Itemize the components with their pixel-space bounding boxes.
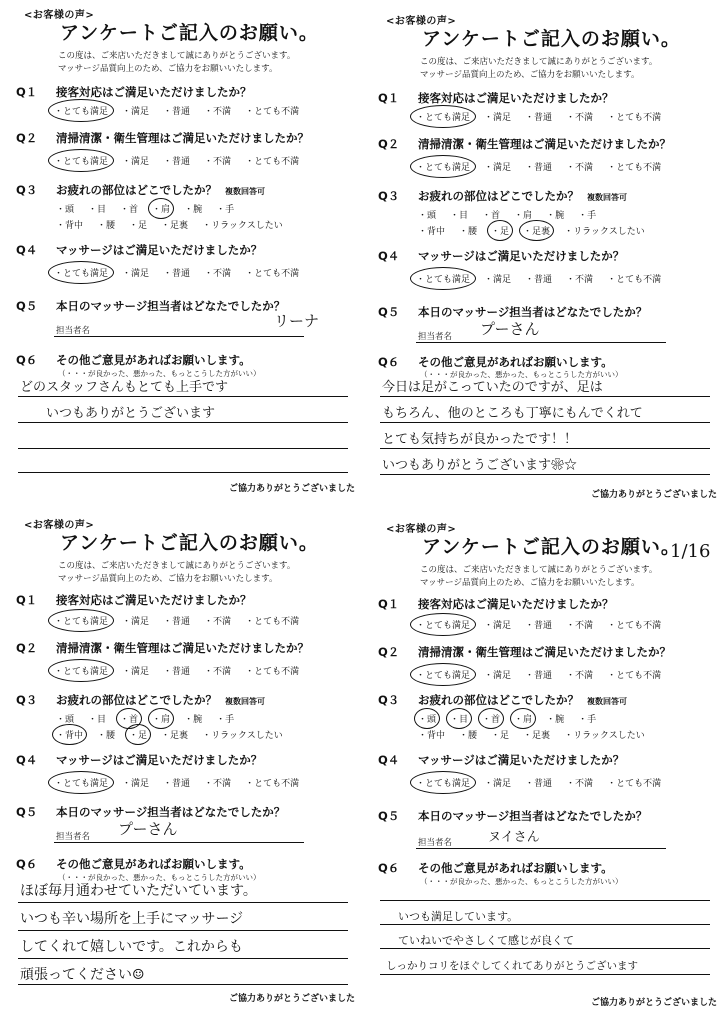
q4-options <box>54 266 313 279</box>
part-head[interactable]: ・頭 <box>418 211 437 221</box>
q4-option-normal[interactable]: ・普通 <box>525 275 553 285</box>
part-shoulder[interactable]: ・肩 <box>514 712 532 725</box>
part-waist[interactable]: ・腰 <box>97 731 116 741</box>
comment-line-3[interactable]: しっかりコリをほぐしてくれてありがとうございます <box>386 960 638 972</box>
part-waist[interactable]: ・腰 <box>97 221 116 231</box>
q1-option-very-satisfied[interactable]: ・とても満足 <box>54 614 108 627</box>
q1-option-normal[interactable]: ・普通 <box>163 617 191 627</box>
q1-option-dissatisfied[interactable]: ・不満 <box>566 113 594 123</box>
q1-question: Q１ 接客対応はご満足いただけましたか？ <box>378 91 614 105</box>
q1-option-normal[interactable]: ・普通 <box>525 113 553 123</box>
q1-option-normal[interactable]: ・普通 <box>525 621 553 631</box>
part-back[interactable]: ・背中 <box>56 221 84 231</box>
q5-question: Q５ 本日のマッサージ担当者はどなたでしたか？ <box>16 805 286 819</box>
part-leg[interactable]: ・足 <box>129 221 148 231</box>
q6-note: （・・・が良かった、悪かった、もっとこうした方がいい） <box>420 877 623 886</box>
intro-line-2: マッサージ品質向上のため、ご協力をお願いいたします。 <box>58 64 278 74</box>
q4-option-very-satisfied[interactable]: ・とても満足 <box>416 272 470 285</box>
comment-line-2[interactable]: いつも辛い場所を上手にマッサージ <box>20 911 244 927</box>
q4-options <box>54 776 313 789</box>
part-arm[interactable]: ・腕 <box>546 211 565 221</box>
voice-tag: <お客様の声> <box>386 524 457 535</box>
part-neck[interactable]: ・首 <box>482 211 501 221</box>
part-arm[interactable]: ・腕 <box>184 205 203 215</box>
q1-option-very-satisfied[interactable]: ・とても満足 <box>416 618 470 631</box>
part-back[interactable]: ・背中 <box>418 227 446 237</box>
survey-title: アンケートご記入のお願い。 <box>422 536 681 558</box>
part-leg[interactable]: ・足 <box>491 731 510 741</box>
part-eye[interactable]: ・目 <box>450 211 469 221</box>
q2-option-normal[interactable]: ・普通 <box>163 667 191 677</box>
staff-label: 担当者名 <box>418 332 453 342</box>
comment-rule <box>380 974 710 975</box>
part-hand[interactable]: ・手 <box>578 715 597 725</box>
survey-card-4 <box>368 520 723 1018</box>
q2-question: Q２ 清掃清潔・衛生管理はご満足いただけましたか？ <box>378 645 671 659</box>
comment-rule <box>380 422 710 423</box>
q1-question: Q１ 接客対応はご満足いただけましたか？ <box>16 593 252 607</box>
part-relax[interactable]: ・リラックスしたい <box>202 731 283 741</box>
q5-question: Q５ 本日のマッサージ担当者はどなたでしたか？ <box>378 305 648 319</box>
comment-line-4[interactable]: 頑張ってください☺ <box>20 967 145 983</box>
part-head[interactable]: ・頭 <box>418 712 436 725</box>
q4-option-satisfied[interactable]: ・満足 <box>484 779 512 789</box>
q4-options <box>416 776 675 789</box>
q1-option-satisfied[interactable]: ・満足 <box>122 107 150 117</box>
q1-option-very-dissatisfied[interactable]: ・とても不満 <box>607 113 662 123</box>
q1-question: Q１ 接客対応はご満足いただけましたか？ <box>16 85 252 99</box>
q6-note: （・・・が良かった、悪かった、もっとこうした方がいい） <box>58 369 261 378</box>
voice-tag: <お客様の声> <box>24 520 95 531</box>
part-hand[interactable]: ・手 <box>216 205 235 215</box>
part-neck[interactable]: ・首 <box>120 205 139 215</box>
q6-question: Q６ その他ご意見があればお願いします。 <box>16 857 251 871</box>
q1-option-normal[interactable]: ・普通 <box>163 107 191 117</box>
q2-option-very-satisfied[interactable]: ・とても満足 <box>54 664 108 677</box>
comment-rule <box>18 472 348 473</box>
thanks-text: ご協力ありがとうございました <box>228 484 355 494</box>
q2-option-dissatisfied[interactable]: ・不満 <box>566 671 594 681</box>
q3-body-row-1 <box>56 202 248 215</box>
staff-underline <box>416 848 666 849</box>
comment-line-3[interactable]: とても気持ちが良かったです！！ <box>382 432 578 447</box>
q2-question: Q２ 清掃清潔・衛生管理はご満足いただけましたか？ <box>378 137 671 151</box>
q1-question: Q１ 接客対応はご満足いただけましたか？ <box>378 597 614 611</box>
q4-option-very-dissatisfied[interactable]: ・とても不満 <box>245 269 300 279</box>
q4-option-satisfied[interactable]: ・満足 <box>122 269 150 279</box>
staff-underline <box>54 336 304 337</box>
q4-question: Q４ マッサージはご満足いただけましたか？ <box>378 249 625 263</box>
part-hand[interactable]: ・手 <box>578 211 597 221</box>
q1-options <box>416 618 675 631</box>
comment-line-2[interactable]: もちろん、他のところも丁寧にもんでくれて <box>382 406 643 421</box>
survey-title: アンケートご記入のお願い。 <box>60 532 319 554</box>
q6-question: Q６ その他ご意見があればお願いします。 <box>378 861 613 875</box>
q2-option-normal[interactable]: ・普通 <box>525 163 553 173</box>
q2-option-very-satisfied[interactable]: ・とても満足 <box>54 154 108 167</box>
q2-option-very-dissatisfied[interactable]: ・とても不満 <box>245 157 300 167</box>
survey-title: アンケートご記入のお願い。 <box>422 28 681 50</box>
part-shoulder[interactable]: ・肩 <box>152 202 170 215</box>
q1-option-satisfied[interactable]: ・満足 <box>122 617 150 627</box>
part-shoulder[interactable]: ・肩 <box>152 712 170 725</box>
q1-option-dissatisfied[interactable]: ・不満 <box>566 621 594 631</box>
q3-body-row-2 <box>418 224 659 237</box>
q2-option-very-satisfied[interactable]: ・とても満足 <box>416 668 470 681</box>
comment-rule <box>380 448 710 449</box>
comment-rule <box>18 448 348 449</box>
comment-line-4[interactable]: いつもありがとうございます❀☆ <box>382 458 578 473</box>
q1-option-satisfied[interactable]: ・満足 <box>484 621 512 631</box>
q3-question: Q３ お疲れの部位はどこでしたか？ 複数回答可 <box>378 693 627 707</box>
q6-note: （・・・が良かった、悪かった、もっとこうした方がいい） <box>420 370 623 379</box>
intro-line-2: マッサージ品質向上のため、ご協力をお願いいたします。 <box>420 578 640 588</box>
comment-rule <box>18 958 348 959</box>
q2-option-very-dissatisfied[interactable]: ・とても不満 <box>245 667 300 677</box>
comment-line-1[interactable]: いつも満足しています。 <box>398 910 519 923</box>
part-head[interactable]: ・頭 <box>56 205 75 215</box>
q3-body-row-1 <box>56 712 248 725</box>
q4-option-very-dissatisfied[interactable]: ・とても不満 <box>607 779 662 789</box>
q2-option-dissatisfied[interactable]: ・不満 <box>566 163 594 173</box>
q1-options <box>54 104 313 117</box>
q1-option-satisfied[interactable]: ・満足 <box>484 113 512 123</box>
q2-options <box>416 668 675 681</box>
part-shoulder[interactable]: ・肩 <box>514 211 533 221</box>
q2-option-dissatisfied[interactable]: ・不満 <box>204 667 232 677</box>
part-sole[interactable]: ・足裏 <box>523 731 551 741</box>
q3-body-row-1 <box>418 712 610 725</box>
thanks-text: ご協力ありがとうございました <box>228 994 355 1004</box>
part-waist[interactable]: ・腰 <box>459 227 478 237</box>
part-leg[interactable]: ・足 <box>491 224 509 237</box>
intro-line-1: この度は、ご来店いただきまして誠にありがとうございます。 <box>420 565 658 575</box>
q4-option-normal[interactable]: ・普通 <box>525 779 553 789</box>
q2-option-very-satisfied[interactable]: ・とても満足 <box>416 160 470 173</box>
q2-question: Q２ 清掃清潔・衛生管理はご満足いただけましたか？ <box>16 131 309 145</box>
q6-question: Q６ その他ご意見があればお願いします。 <box>16 353 251 367</box>
intro-line-1: この度は、ご来店いただきまして誠にありがとうございます。 <box>58 561 296 571</box>
part-eye[interactable]: ・目 <box>88 205 107 215</box>
q4-question: Q４ マッサージはご満足いただけましたか？ <box>16 243 263 257</box>
intro-line-2: マッサージ品質向上のため、ご協力をお願いいたします。 <box>420 70 640 80</box>
part-eye[interactable]: ・目 <box>88 715 107 725</box>
part-arm[interactable]: ・腕 <box>184 715 203 725</box>
q3-body-row-2 <box>56 728 297 741</box>
q4-option-dissatisfied[interactable]: ・不満 <box>204 779 232 789</box>
q4-option-dissatisfied[interactable]: ・不満 <box>566 275 594 285</box>
voice-tag: <お客様の声> <box>386 16 457 27</box>
q2-option-very-dissatisfied[interactable]: ・とても不満 <box>607 163 662 173</box>
comment-rule <box>380 474 710 475</box>
part-back[interactable]: ・背中 <box>56 728 83 741</box>
comment-rule <box>380 948 710 949</box>
q2-option-satisfied[interactable]: ・満足 <box>122 667 150 677</box>
part-leg[interactable]: ・足 <box>129 728 147 741</box>
part-relax[interactable]: ・リラックスしたい <box>564 731 645 741</box>
staff-label: 担当者名 <box>56 832 91 842</box>
staff-name[interactable]: リーナ <box>274 312 320 330</box>
q1-option-very-dissatisfied[interactable]: ・とても不満 <box>245 107 300 117</box>
q2-option-normal[interactable]: ・普通 <box>525 671 553 681</box>
q2-option-satisfied[interactable]: ・満足 <box>484 671 512 681</box>
comment-rule <box>380 924 710 925</box>
part-relax[interactable]: ・リラックスしたい <box>202 221 283 231</box>
part-arm[interactable]: ・腕 <box>546 715 565 725</box>
q1-options <box>54 614 313 627</box>
staff-label: 担当者名 <box>56 326 91 336</box>
q1-option-very-dissatisfied[interactable]: ・とても不満 <box>245 617 300 627</box>
staff-name[interactable]: ヌイさん <box>488 830 540 845</box>
q2-options <box>54 154 313 167</box>
part-sole[interactable]: ・足裏 <box>161 221 189 231</box>
staff-label: 担当者名 <box>418 838 453 848</box>
q5-question: Q５ 本日のマッサージ担当者はどなたでしたか？ <box>378 809 648 823</box>
q3-question: Q３ お疲れの部位はどこでしたか？ 複数回答可 <box>16 693 265 707</box>
q1-option-dissatisfied[interactable]: ・不満 <box>204 107 232 117</box>
page-number: 1/16 <box>670 541 711 562</box>
q2-option-satisfied[interactable]: ・満足 <box>484 163 512 173</box>
staff-name[interactable]: プーさん <box>480 320 540 338</box>
q3-question: Q３ お疲れの部位はどこでしたか？ 複数回答可 <box>16 183 265 197</box>
comment-rule <box>380 396 710 397</box>
q1-option-very-satisfied[interactable]: ・とても満足 <box>416 110 470 123</box>
q6-note: （・・・が良かった、悪かった、もっとこうした方がいい） <box>58 873 261 882</box>
comment-rule <box>18 902 348 903</box>
part-eye[interactable]: ・目 <box>450 712 468 725</box>
survey-card-2 <box>368 12 723 510</box>
thanks-text: ご協力ありがとうございました <box>590 998 717 1008</box>
survey-card-3 <box>6 516 361 1014</box>
q4-option-satisfied[interactable]: ・満足 <box>122 779 150 789</box>
q4-option-normal[interactable]: ・普通 <box>163 269 191 279</box>
part-relax[interactable]: ・リラックスしたい <box>564 227 645 237</box>
survey-card-1 <box>6 6 361 504</box>
comment-line-2[interactable]: いつもありがとうございます <box>46 406 216 421</box>
thanks-text: ご協力ありがとうございました <box>590 490 717 500</box>
q2-options <box>54 664 313 677</box>
q4-question: Q４ マッサージはご満足いただけましたか？ <box>378 753 625 767</box>
q4-option-very-satisfied[interactable]: ・とても満足 <box>54 776 108 789</box>
q2-options <box>416 160 675 173</box>
q3-body-row-2 <box>56 218 297 231</box>
q2-option-satisfied[interactable]: ・満足 <box>122 157 150 167</box>
q2-question: Q２ 清掃清潔・衛生管理はご満足いただけましたか？ <box>16 641 309 655</box>
comment-rule <box>18 396 348 397</box>
q4-options <box>416 272 675 285</box>
q1-option-very-dissatisfied[interactable]: ・とても不満 <box>607 621 662 631</box>
staff-underline <box>54 842 304 843</box>
part-neck[interactable]: ・首 <box>120 712 138 725</box>
comment-rule <box>18 930 348 931</box>
comment-line-1[interactable]: どのスタッフさんもとても上手です <box>20 380 229 395</box>
q1-options <box>416 110 675 123</box>
comment-line-1[interactable]: ほぼ毎月通わせていただいています。 <box>20 883 257 899</box>
part-hand[interactable]: ・手 <box>216 715 235 725</box>
q4-option-dissatisfied[interactable]: ・不満 <box>566 779 594 789</box>
intro-line-1: この度は、ご来店いただきまして誠にありがとうございます。 <box>420 57 658 67</box>
q4-option-normal[interactable]: ・普通 <box>163 779 191 789</box>
q4-option-satisfied[interactable]: ・満足 <box>484 275 512 285</box>
q5-question: Q５ 本日のマッサージ担当者はどなたでしたか？ <box>16 299 286 313</box>
comment-line-3[interactable]: してくれて嬉しいです。これからも <box>20 939 243 955</box>
q4-option-very-satisfied[interactable]: ・とても満足 <box>54 266 108 279</box>
voice-tag: <お客様の声> <box>24 10 95 21</box>
q3-body-row-1 <box>418 208 610 221</box>
q4-question: Q４ マッサージはご満足いただけましたか？ <box>16 753 263 767</box>
part-back[interactable]: ・背中 <box>418 731 446 741</box>
intro-line-2: マッサージ品質向上のため、ご協力をお願いいたします。 <box>58 574 278 584</box>
part-waist[interactable]: ・腰 <box>459 731 478 741</box>
q2-option-very-dissatisfied[interactable]: ・とても不満 <box>607 671 662 681</box>
intro-line-1: この度は、ご来店いただきまして誠にありがとうございます。 <box>58 51 296 61</box>
q2-option-dissatisfied[interactable]: ・不満 <box>204 157 232 167</box>
part-head[interactable]: ・頭 <box>56 715 75 725</box>
q4-option-very-satisfied[interactable]: ・とても満足 <box>416 776 470 789</box>
comment-rule <box>18 984 348 985</box>
q1-option-very-satisfied[interactable]: ・とても満足 <box>54 104 108 117</box>
comment-line-2[interactable]: ていねいでやさしくて感じが良くて <box>398 934 574 947</box>
q6-question: Q６ その他ご意見があればお願いします。 <box>378 355 613 369</box>
q3-body-row-2 <box>418 728 659 741</box>
q3-question: Q３ お疲れの部位はどこでしたか？ 複数回答可 <box>378 189 627 203</box>
q2-option-normal[interactable]: ・普通 <box>163 157 191 167</box>
part-neck[interactable]: ・首 <box>482 712 500 725</box>
q4-option-very-dissatisfied[interactable]: ・とても不満 <box>245 779 300 789</box>
staff-name[interactable]: プーさん <box>118 820 178 838</box>
comment-line-1[interactable]: 今日は足がこっていたのですが、足は <box>382 380 603 395</box>
q1-option-dissatisfied[interactable]: ・不満 <box>204 617 232 627</box>
comment-rule <box>18 422 348 423</box>
q4-option-very-dissatisfied[interactable]: ・とても不満 <box>607 275 662 285</box>
survey-title: アンケートご記入のお願い。 <box>60 22 319 44</box>
q4-option-dissatisfied[interactable]: ・不満 <box>204 269 232 279</box>
comment-rule <box>380 900 710 901</box>
staff-underline <box>416 342 666 343</box>
part-sole[interactable]: ・足裏 <box>523 224 550 237</box>
part-sole[interactable]: ・足裏 <box>161 731 189 741</box>
